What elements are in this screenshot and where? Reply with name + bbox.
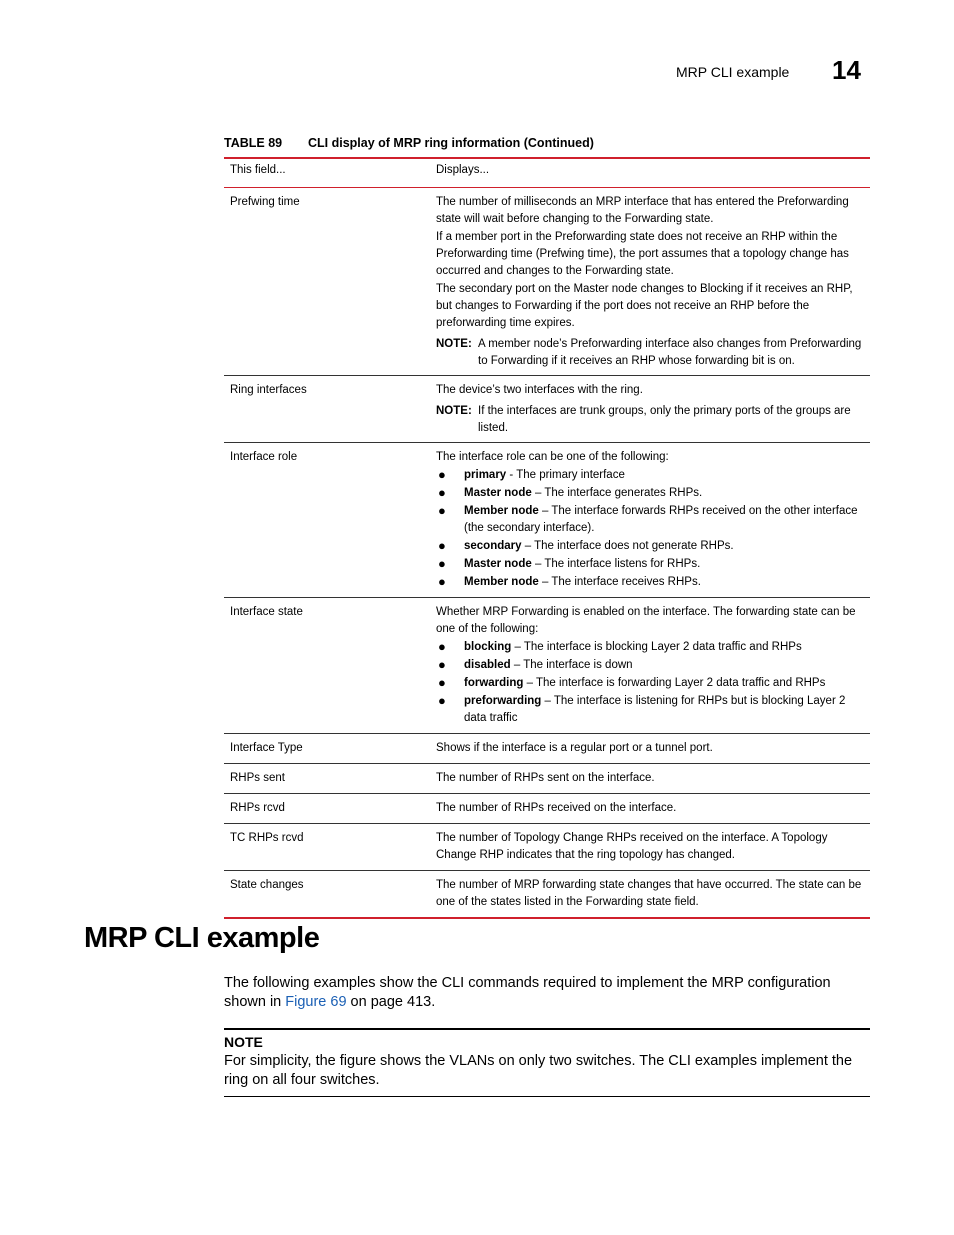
bullet-text: – The interface is listening for RHPs but is blocking Layer 2 data traffic [464,695,846,724]
table-row [224,794,870,824]
bullet-list [436,467,864,591]
field-name: Interface Type [224,734,430,764]
bullet-text: – The interface generates RHPs. [531,487,703,499]
table-title: CLI display of MRP ring information (Continued) [308,136,594,150]
bullet-term: forwarding [464,677,524,689]
bullet-term: preforwarding [464,695,542,707]
note-label: NOTE: [436,338,472,350]
description-paragraph: If a member port in the Preforwarding state does not receive an RHP within the Preforwarding time (Prefwing time), the port assumes that a topology change has occurred and changes to the Forwarding state. [436,231,849,277]
bullet-text: - The primary interface [506,469,625,481]
table-row [224,188,870,376]
field-description [430,376,870,443]
bullet-icon: ● [438,485,446,500]
field-name: RHPs rcvd [224,794,430,824]
bullet-text: – The interface receives RHPs. [538,576,701,588]
bullet-item [436,657,864,674]
bullet-icon: ● [438,639,446,654]
field-name: State changes [224,871,430,919]
body-text-after: on page 413. [346,994,436,1010]
bullet-item [436,503,864,537]
col-header-displays: Displays... [430,158,870,188]
note-heading: NOTE [224,1034,263,1050]
field-description [430,794,870,824]
field-description [430,734,870,764]
bullet-item [436,675,864,692]
bullet-term: primary [464,469,507,481]
description-paragraph: The number of RHPs sent on the interface. [436,772,655,784]
bullet-text: – The interface listens for RHPs. [531,558,701,570]
bullet-item [436,467,864,484]
body-text-before: The following examples show the CLI commands required to implement the MRP configuration shown in [224,975,831,1010]
bullet-text: – The interface is forwarding Layer 2 data traffic and RHPs [523,677,826,689]
bullet-term: Member node [464,576,539,588]
bullet-text: – The interface does not generate RHPs. [521,540,734,552]
bullet-text: – The interface is blocking Layer 2 data traffic and RHPs [511,641,802,653]
bullet-icon: ● [438,693,446,708]
col-header-field: This field... [224,158,430,188]
bullet-icon: ● [438,467,446,482]
inline-note [436,336,864,370]
bullet-term: blocking [464,641,512,653]
running-header-title: MRP CLI example [676,64,790,80]
description-paragraph: The device’s two interfaces with the ring. [436,384,643,396]
field-name: Interface role [224,443,430,598]
section-heading: MRP CLI example [84,922,320,954]
note-body: A member node’s Preforwarding interface also changes from Preforwarding to Forwarding if it receives an RHP whose forwarding bit is on. [478,338,862,367]
field-name: Interface state [224,598,430,734]
bullet-term: disabled [464,659,511,671]
bullet-item [436,693,864,727]
table-row [224,764,870,794]
table-label: TABLE 89 [224,136,283,150]
table-row [224,734,870,764]
field-description [430,764,870,794]
bullet-term: Master node [464,487,532,499]
bullet-item [436,556,864,573]
bullet-item [436,485,864,502]
bullet-text: – The interface forwards RHPs received on the other interface (the secondary interface). [464,505,858,534]
field-name: Prefwing time [230,196,300,208]
note-label: NOTE: [436,405,472,417]
field-description [430,871,870,919]
table-row [224,376,870,443]
table-row [224,871,870,919]
description-paragraph: The number of RHPs received on the interface. [436,802,677,814]
bullet-icon: ● [438,675,446,690]
bullet-icon: ● [438,503,446,518]
description-paragraph: Shows if the interface is a regular port or a tunnel port. [436,742,713,754]
note-box [224,1028,870,1097]
bullet-icon: ● [438,574,446,589]
table-row [224,443,870,598]
field-description [430,824,870,871]
bullet-icon: ● [438,538,446,553]
figure-link[interactable]: Figure 69 [285,994,347,1010]
field-description [430,443,870,598]
table-row [224,824,870,871]
field-description [430,188,870,376]
field-name: Ring interfaces [224,376,430,443]
bullet-list [436,639,864,727]
field-name: RHPs sent [224,764,430,794]
mrp-info-table [224,157,870,919]
table-header-row [224,158,870,188]
description-intro: The interface role can be one of the following: [436,451,669,463]
note-body: If the interfaces are trunk groups, only the primary ports of the groups are listed. [478,405,851,434]
bullet-item [436,639,864,656]
table-caption [224,136,594,150]
chapter-number: 14 [832,55,861,85]
table-row [224,598,870,734]
note-text: For simplicity, the figure shows the VLANs on only two switches. The CLI examples implement the ring on all four switches. [224,1053,853,1088]
bullet-icon: ● [438,657,446,672]
bullet-term: Master node [464,558,532,570]
section-body [224,974,870,1012]
bullet-icon: ● [438,556,446,571]
bullet-text: – The interface is down [510,659,633,671]
description-paragraph: The number of Topology Change RHPs received on the interface. A Topology Change RHP indicates that the ring topology has changed. [436,832,828,861]
bullet-item [436,574,864,591]
description-paragraph: The secondary port on the Master node changes to Blocking if it receives an RHP, but changes to Forwarding if the port does not receive an RHP before the preforwarding time expires. [436,283,853,329]
description-paragraph: The number of milliseconds an MRP interface that has entered the Preforwarding state will wait before changing to the Forwarding state. [436,196,849,225]
description-intro: Whether MRP Forwarding is enabled on the interface. The forwarding state can be one of the following: [436,606,856,635]
description-paragraph: The number of MRP forwarding state changes that have occurred. The state can be one of the states listed in the Forwarding state field. [436,879,862,908]
field-description [430,598,870,734]
inline-note [436,403,864,437]
bullet-item [436,538,864,555]
field-name: TC RHPs rcvd [224,824,430,871]
bullet-term: secondary [464,540,522,552]
bullet-term: Member node [464,505,539,517]
